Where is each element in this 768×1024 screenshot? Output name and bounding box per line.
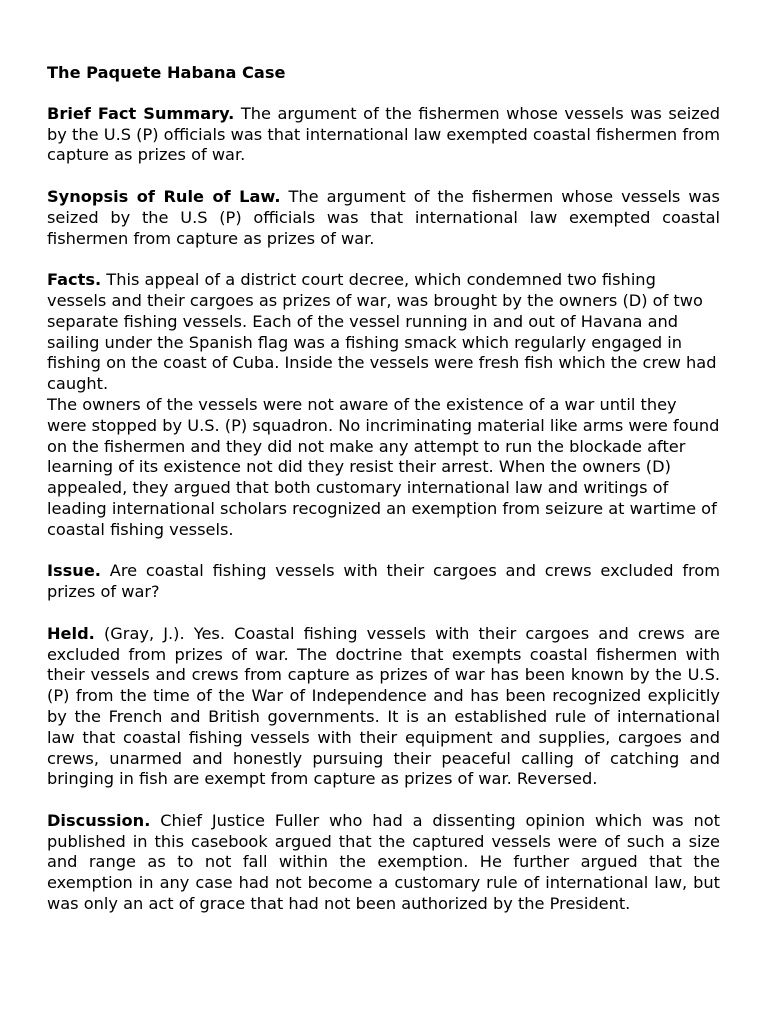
facts-heading: Facts. [47,270,102,290]
discussion-paragraph [47,811,720,915]
facts-text: This appeal of a district court decree, which condemned two fishing vessels and their cargoes as prizes of war, was brought by the owners (D) of two separate fishing vessels. Each of the vessel running in and out of Havana and sailing under the Spanish flag was a fishing smack which regularly engaged in fishing on the coast of Cuba. Inside the vessels were fresh fish which the crew had caught. [47,270,717,394]
synopsis-heading: Synopsis of Rule of Law. [47,186,281,206]
brief-fact-summary-paragraph [47,104,720,166]
issue-heading: Issue. [47,561,101,581]
facts-paragraph-2: The owners of the vessels were not aware of the existence of a war until they were stopped by U.S. (P) squadron. No incriminating material like arms were found on the fishermen and they did not make any attempt to run the blockade after learning of its existence not did they resist their arrest. When the owners (D) appealed, they argued that both customary international law and writings of leading international scholars recognized an exemption from seizure at wartime of coastal fishing vessels. [47,394,720,539]
discussion-text: Chief Justice Fuller who had a dissenting opinion which was not published in this casebook argued that the captured vessels were of such a size and range as to not fall within the exemption. He further argued that the exemption in any case had not become a customary rule of international law, but was only an act of grace that had not been authorized by the President. [47,810,720,914]
brief-fact-summary-text: The argument of the fishermen whose vessels was seized by the U.S (P) officials was that international law exempted coastal fishermen from capture as prizes of war. [47,103,720,165]
synopsis-paragraph [47,187,720,249]
issue-text: Are coastal fishing vessels with their cargoes and crews excluded from prizes of war? [47,561,720,602]
facts-paragraph [47,270,720,395]
brief-fact-summary-heading: Brief Fact Summary. [47,103,235,123]
discussion-heading: Discussion. [47,810,151,830]
document-title: The Paquete Habana Case [47,63,286,82]
held-heading: Held. [47,623,95,643]
held-text: (Gray, J.). Yes. Coastal fishing vessels with their cargoes and crews are excluded from prizes of war. The doctrine that exempts coastal fishermen with their vessels and crews from capture as prizes of war has been known by the U.S. (P) from the time of the War of Independence and has been recognized explicitly by the French and British governments. It is an established rule of international law that coastal fishing vessels with their equipment and supplies, cargoes and crews, unarmed and honestly pursuing their peaceful calling of catching and bringing in fish are exempt from capture as prizes of war. Reversed. [47,623,720,789]
synopsis-text: The argument of the fishermen whose vessels was seized by the U.S (P) officials was that international law exempted coastal fishermen from capture as prizes of war. [47,186,720,248]
issue-paragraph [47,561,720,603]
held-paragraph [47,624,720,790]
